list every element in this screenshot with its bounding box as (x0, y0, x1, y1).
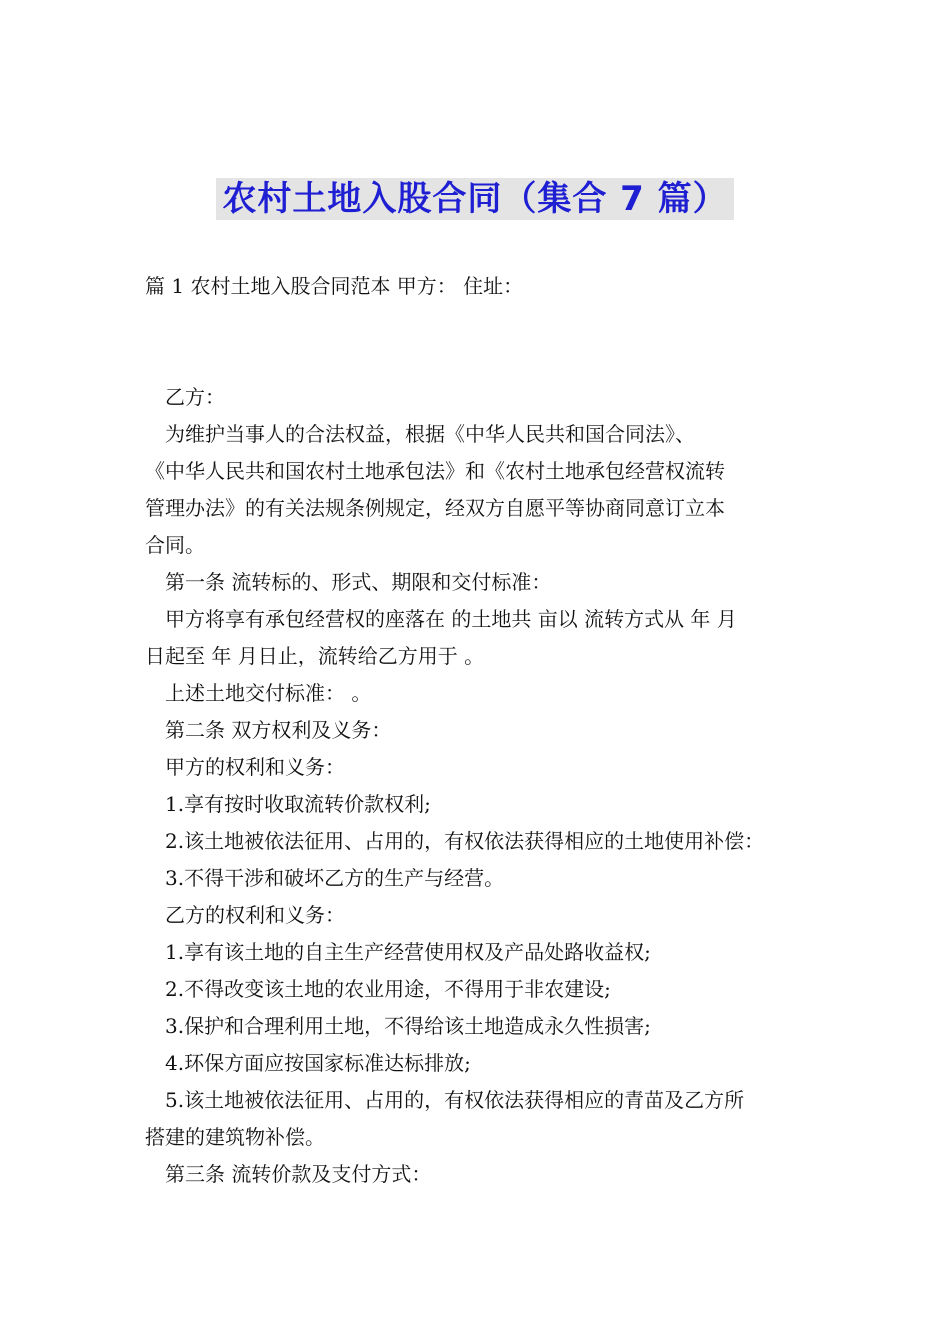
list-item: 5.该土地被依法征用、占用的，有权依法获得相应的青苗及乙方所 (165, 1088, 745, 1112)
list-item: 4.环保方面应按国家标准达标排放; (165, 1051, 471, 1075)
section-heading: 第三条 流转价款及支付方式： (165, 1162, 432, 1186)
header-line: 篇 1 农村土地入股合同范本 甲方： 住址： (145, 274, 524, 298)
list-item: 1.享有按时收取流转价款权利; (165, 792, 431, 816)
subheading: 甲方的权利和义务： (165, 755, 345, 779)
list-item: 2.该土地被依法征用、占用的，有权依法获得相应的土地使用补偿： (165, 829, 765, 853)
paragraph-line: 日起至 年 月日止，流转给乙方用于 。 (145, 644, 485, 668)
paragraph-line: 乙方： (165, 385, 225, 409)
document-title: 农村土地入股合同（集合 7 篇） (216, 178, 733, 220)
list-item: 3.保护和合理利用土地，不得给该土地造成永久性损害; (165, 1014, 651, 1038)
list-item: 2.不得改变该土地的农业用途，不得用于非农建设; (165, 977, 611, 1001)
title-container (0, 178, 950, 220)
paragraph-line: 上述土地交付标准： 。 (165, 681, 372, 705)
section-heading: 第二条 双方权利及义务： (165, 718, 392, 742)
paragraph-line: 《中华人民共和国农村土地承包法》和《农村土地承包经营权流转 (145, 459, 725, 483)
paragraph-line: 管理办法》的有关法规条例规定，经双方自愿平等协商同意订立本 (145, 496, 725, 520)
paragraph-line: 为维护当事人的合法权益，根据《中华人民共和国合同法》、 (165, 422, 695, 446)
list-item: 1.享有该土地的自主生产经营使用权及产品处路收益权; (165, 940, 651, 964)
list-item-continuation: 搭建的建筑物补偿。 (145, 1125, 325, 1149)
paragraph-line: 甲方将享有承包经营权的座落在 的土地共 亩以 流转方式从 年 月 (165, 607, 737, 631)
list-item: 3.不得干涉和破坏乙方的生产与经营。 (165, 866, 505, 890)
subheading: 乙方的权利和义务： (165, 903, 345, 927)
section-heading: 第一条 流转标的、形式、期限和交付标准： (165, 570, 552, 594)
paragraph-line: 合同。 (145, 533, 205, 557)
